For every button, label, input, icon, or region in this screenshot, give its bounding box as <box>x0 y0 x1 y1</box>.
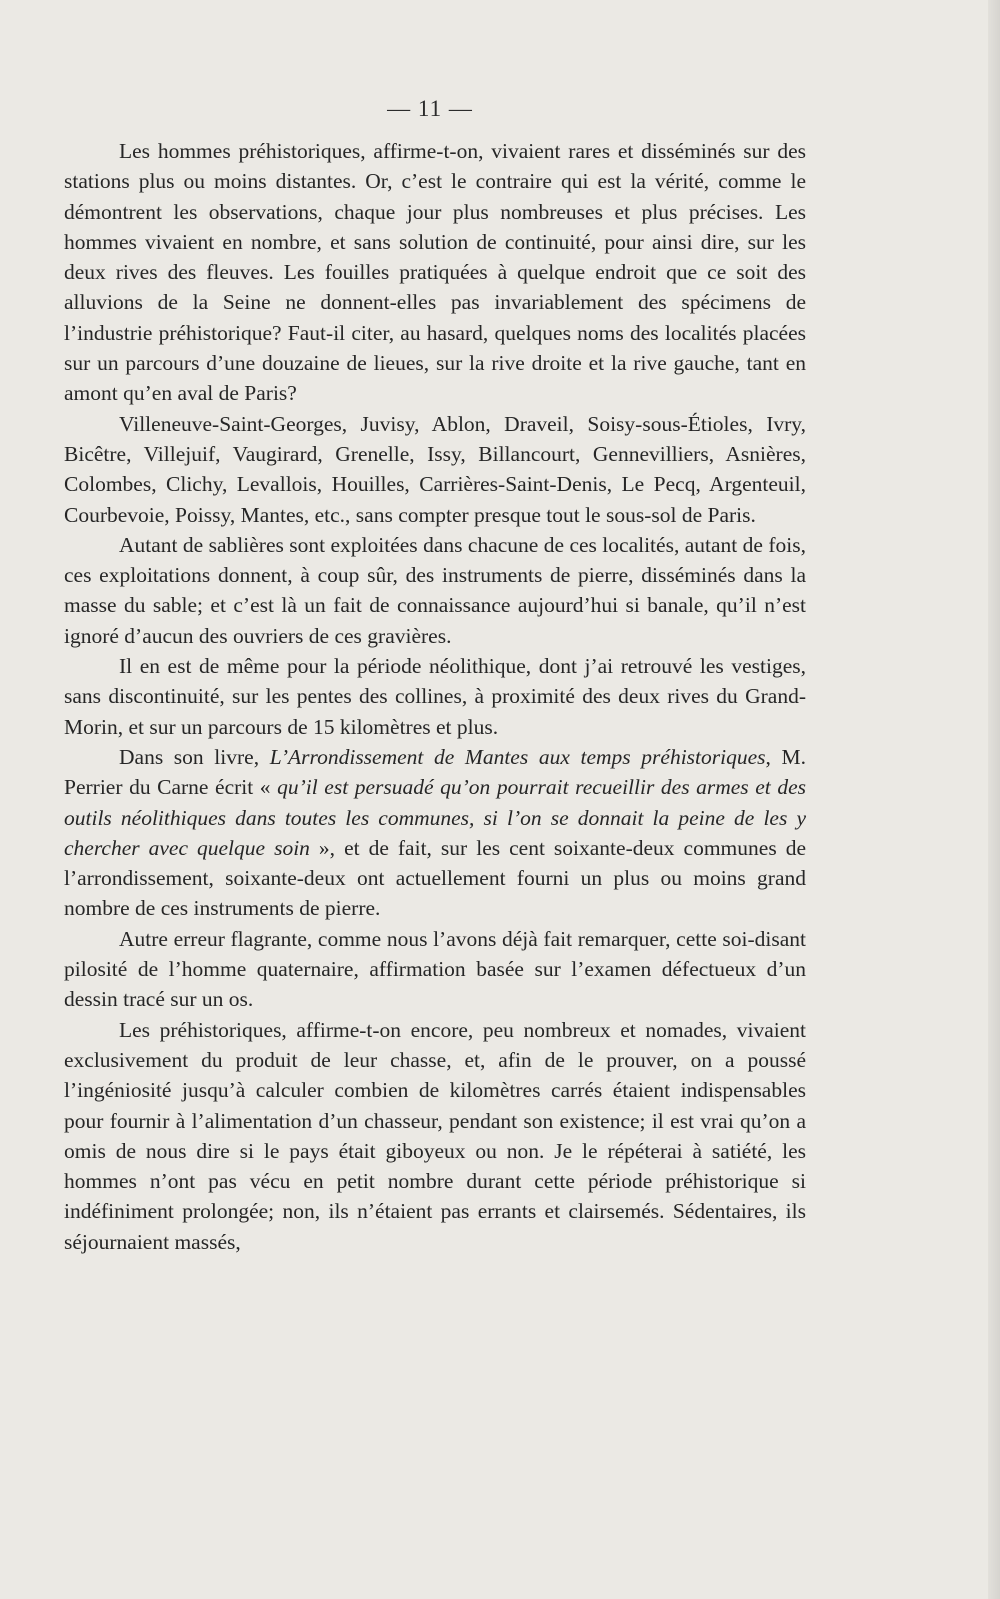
paragraph <box>64 530 806 651</box>
page-edge-shadow <box>988 0 1000 1599</box>
text-segment: Les préhistoriques, affirme-t-on encore, peu nombreux et nomades, vivaient exclusivement du produit de leur chasse, et, afin de le prouver, on a poussé l’ingéniosité jusqu’à calculer combien de kilomètres carrés étaient indispensables pour fournir à l’alimentation d’un chasseur, pendant son existence; il est vrai qu’on a omis de nous dire si le pays était giboyeux ou non. Je le répéterai à satiété, les hommes n’ont pas vécu en petit nombre durant cette période préhistorique si indéfiniment prolongée; non, ils n’étaient pas errants et clairsemés. Sédentaires, ils séjournaient massés, <box>64 1017 806 1254</box>
body-text <box>64 136 806 1257</box>
text-segment: Autre erreur flagrante, comme nous l’avons déjà fait remarquer, cette soi-disant pilosité de l’homme quaternaire, affirmation basée sur l’examen défectueux d’un dessin tracé sur un os. <box>64 926 806 1012</box>
text-segment: Autant de sablières sont exploitées dans chacune de ces localités, autant de fois, ces exploitations donnent, à coup sûr, des instruments de pierre, disséminés dans la masse du sable; et c’est là un fait de connaissance aujourd’hui si banale, qu’il n’est ignoré d’aucun des ouvriers de ces gravières. <box>64 532 806 648</box>
paragraph <box>64 409 806 530</box>
page-number: — 11 — <box>387 96 473 121</box>
paragraph <box>64 924 806 1015</box>
text-segment: », et de fait, sur les cent soixante-deux communes de l’arrondissement, soixante-deux ont actuellement fourni un plus ou moins grand nombre de ces instruments de pierre. <box>64 835 806 921</box>
paragraph <box>64 651 806 742</box>
text-segment: , M. Perrier du Carne écrit « <box>64 744 807 800</box>
text-segment: Les hommes préhistoriques, affirme-t-on, vivaient rares et disséminés sur des stations plus ou moins distantes. Or, c’est le contraire qui est la vérité, comme le démontrent les observations, chaque jour plus nombreuses et plus précises. Les hommes vivaient en nombre, et sans solution de continuité, pour ainsi dire, sur les deux rives des fleuves. Les fouilles pratiquées à quelque endroit que ce soit des alluvions de la Seine ne donnent-elles pas invariablement des spécimens de l’industrie préhistorique? Faut-il citer, au hasard, quelques noms des localités placées sur un parcours d’une douzaine de lieues, sur la rive droite et la rive gauche, tant en amont qu’en aval de Paris? <box>64 139 806 406</box>
text-segment: Dans son livre, <box>119 744 270 769</box>
italic-text-segment: L’Arrondissement de Mantes aux temps préhistoriques <box>269 744 766 769</box>
paragraph <box>64 136 806 409</box>
paragraph <box>64 742 806 924</box>
text-segment: Villeneuve-Saint-Georges, Juvisy, Ablon, Draveil, Soisy-sous-Étioles, Ivry, Bicêtre, Villejuif, Vaugirard, Grenelle, Issy, Billancourt, Gennevilliers, Asnières, Colombes, Clichy, Levallois, Houilles, Carrières-Saint-Denis, Le Pecq, Argenteuil, Courbevoie, Poissy, Mantes, etc., sans compter presque tout le sous-sol de Paris. <box>64 411 806 527</box>
text-segment: Il en est de même pour la période néolithique, dont j’ai retrouvé les vestiges, sans discontinuité, sur les pentes des collines, à proximité des deux rives du Grand-Morin, et sur un parcours de 15 kilomètres et plus. <box>64 654 806 739</box>
italic-text-segment: qu’il est persuadé qu’on pourrait recueillir des armes et des outils néolithiques dans toutes les communes, si l’on se donnait la peine de les y chercher avec quelque soin <box>64 775 806 860</box>
paragraph <box>64 1015 806 1257</box>
